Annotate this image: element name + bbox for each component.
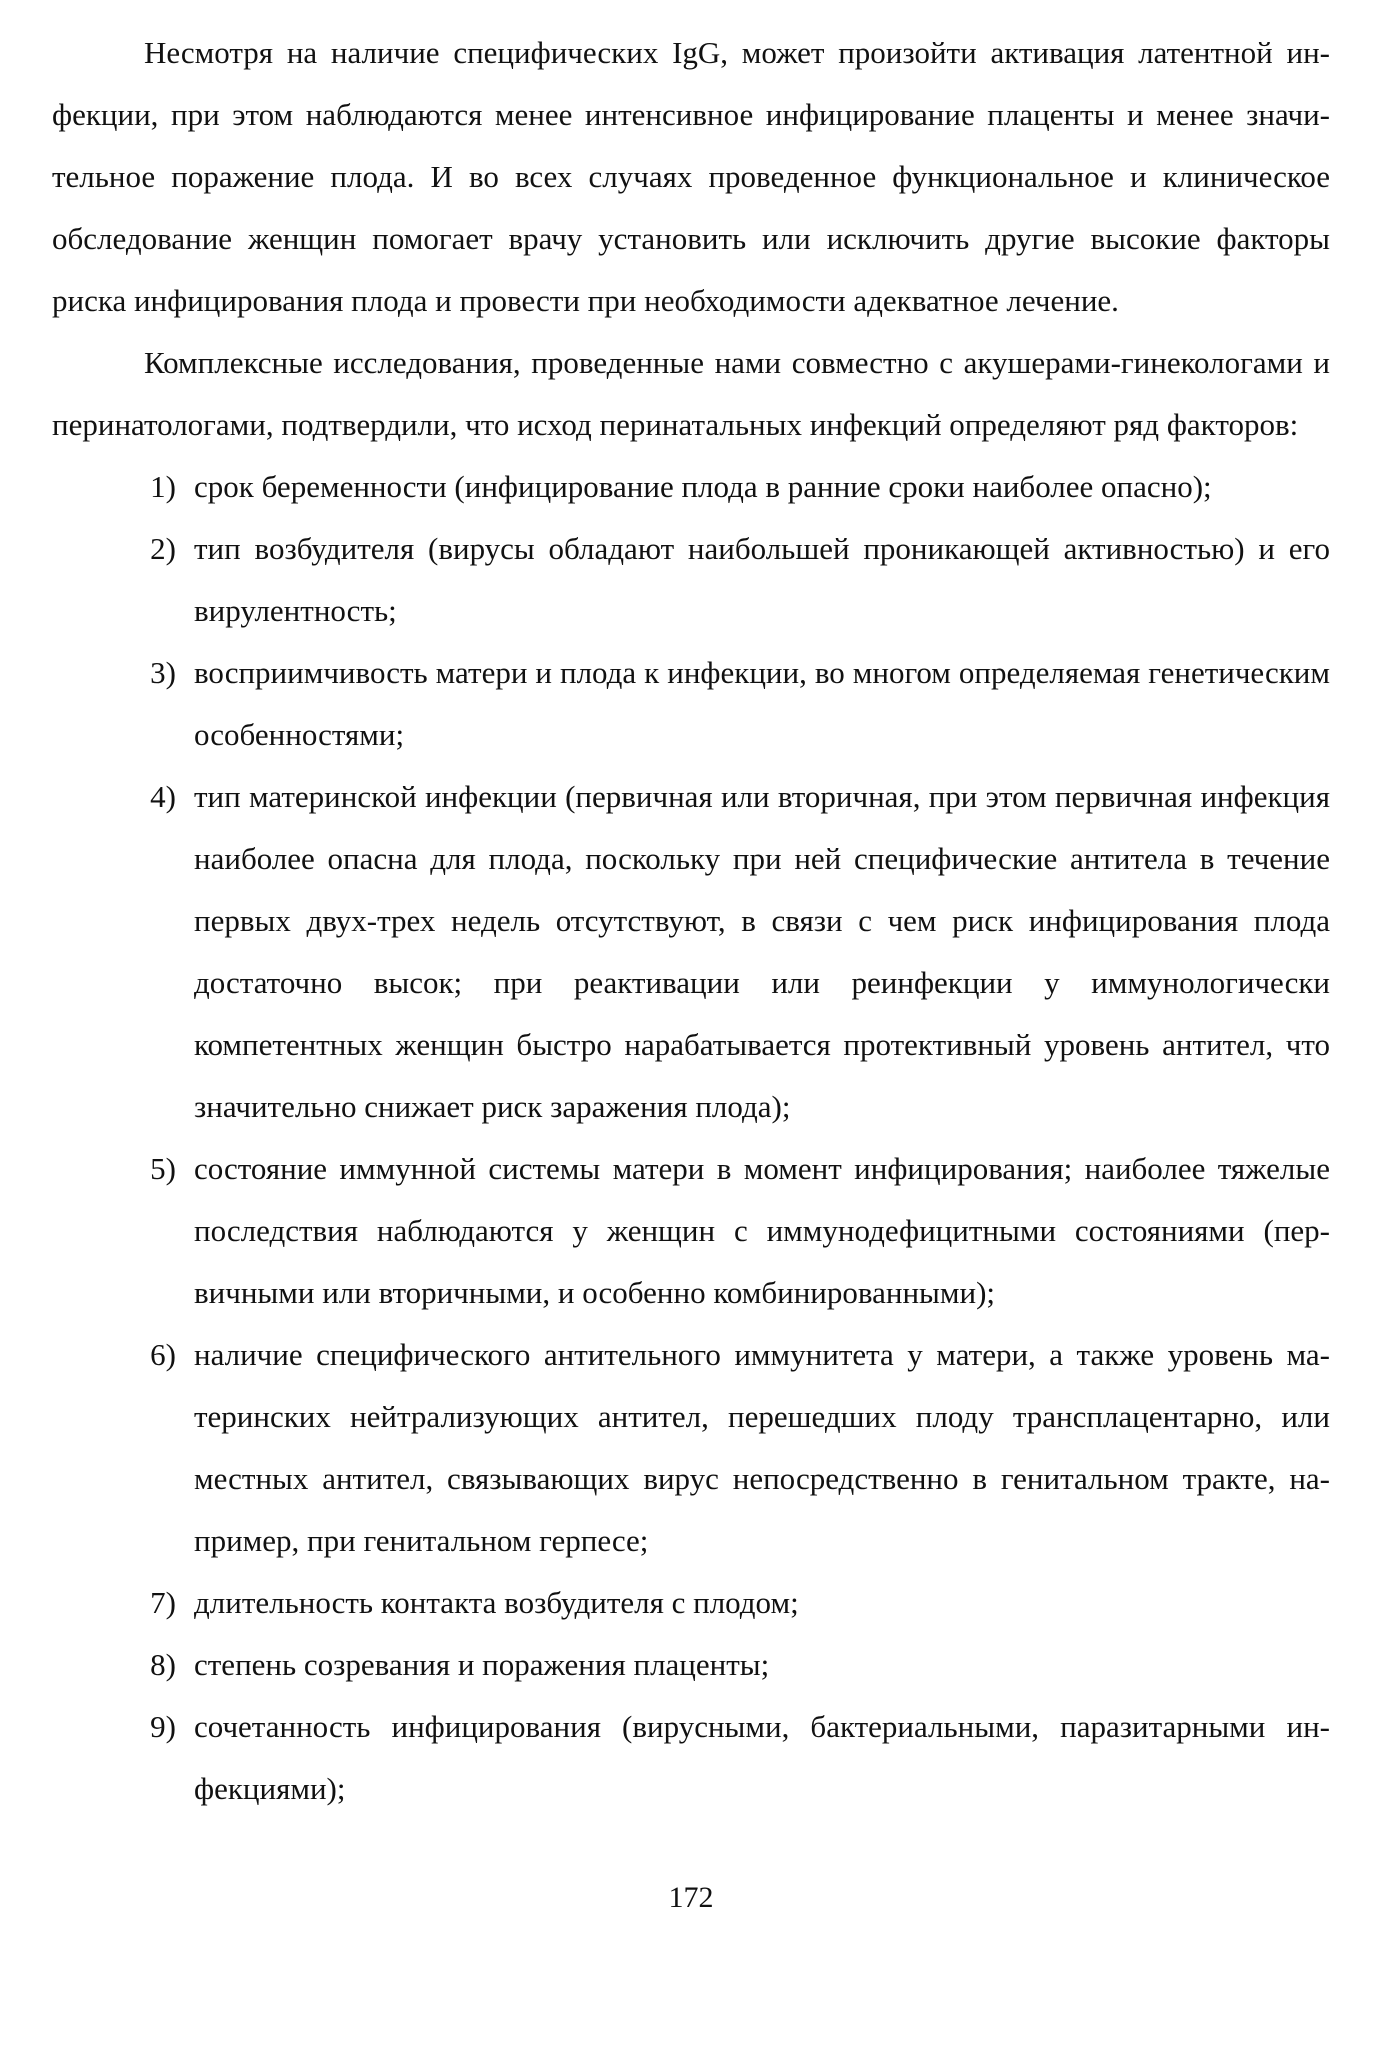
list-item [52,518,1330,642]
list-marker: 8) [150,1647,176,1682]
list-item-text: наличие специфического антительного иммунитета у матери, а также уровень материнских нейтрализующих антител, перешедших плоду трансплацентарно, или местных антител, связывающих вирус непосредственно в генитальном тракте, например, при генитальном герпесе; [194,1337,1330,1558]
list-item [52,1696,1330,1820]
list-item [52,1572,1330,1634]
list-item-text: сочетанность инфицирования (вирусными, бактериальными, паразитарными инфекциями); [194,1709,1330,1806]
page-number: 172 [668,1881,714,1914]
list-marker: 6) [150,1337,176,1372]
list-item-text: тип возбудителя (вирусы обладают наибольшей проникающей активностью) и его вирулентность; [194,531,1330,628]
list-marker: 4) [150,779,176,814]
list-item-text: тип материнской инфекции (первичная или вторичная, при этом первичная инфекция наиболее опасна для плода, поскольку при ней специфические антитела в течение первых двух-трех недель отсутствуют, в связи с чем риск инфицирования плода достаточно высок; при реактивации или реинфекции у иммунологически компетентных женщин быстро нарабатывается протективный уровень антител, что значительно снижает риск заражения плода); [194,779,1330,1124]
list-marker: 9) [150,1709,176,1744]
list-marker: 7) [150,1585,176,1620]
list-item-text: срок беременности (инфицирование плода в ранние сроки наиболее опасно); [194,469,1212,504]
text-block [52,22,1330,1820]
list-item [52,642,1330,766]
list-item [52,1138,1330,1324]
factor-list [52,456,1330,1820]
list-marker: 3) [150,655,176,690]
list-marker: 5) [150,1151,176,1186]
list-item-text: длительность контакта возбудителя с плодом; [194,1585,799,1620]
list-item-text: состояние иммунной системы матери в момент инфицирования; наиболее тяжелые последствия наблюдаются у женщин с иммунодефицитными состояниями (первичными или вторичными, и особенно комбинированными); [194,1151,1330,1310]
paragraph-2: Комплексные исследования, проведенные нами совместно с акушерами-гинекологами и перинатологами, подтвердили, что исход перинатальных инфекций определяют ряд факторов: [52,345,1330,442]
list-item-text: восприимчивость матери и плода к инфекции, во многом определяемая генетическим особенностями; [194,655,1330,752]
list-item [52,456,1330,518]
list-marker: 2) [150,531,176,566]
list-item-text: степень созревания и поражения плаценты; [194,1647,770,1682]
paragraph-1: Несмотря на наличие специфических IgG, может произойти активация латентной инфекции, при этом наблюдаются менее интенсивное инфицирование плаценты и менее значительное поражение плода. И во всех случаях проведенное функциональное и клиническое обследование женщин помогает врачу установить или исключить другие высокие факторы риска инфицирования плода и провести при необходимости адекватное лечение. [52,35,1330,318]
list-item [52,1324,1330,1572]
list-item [52,766,1330,1138]
list-item [52,1634,1330,1696]
list-marker: 1) [150,469,176,504]
